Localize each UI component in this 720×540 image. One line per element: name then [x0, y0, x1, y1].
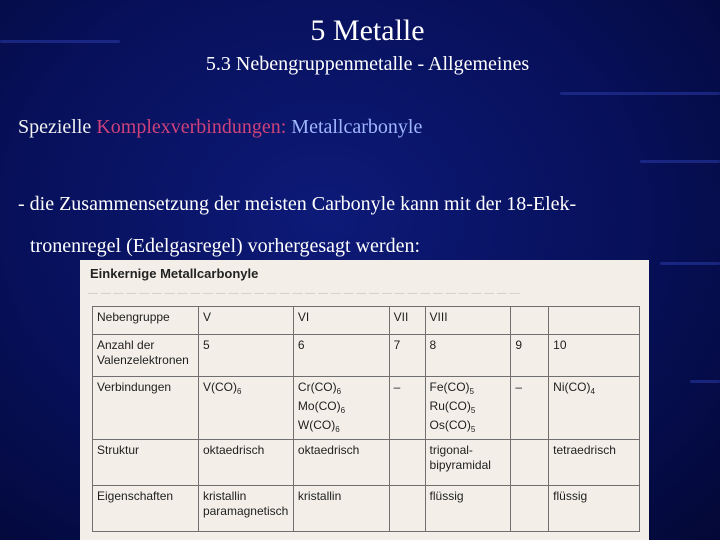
section-heading — [18, 116, 422, 139]
table-cell: trigonal- bipyramidal — [425, 440, 511, 486]
table-row — [93, 377, 640, 440]
table-cell — [511, 307, 549, 335]
table-row — [93, 335, 640, 377]
table-cell: VI — [293, 307, 389, 335]
row-label: Anzahl der Valenzelektronen — [93, 335, 199, 377]
slide-title: 5 Metalle — [310, 14, 425, 47]
table-cell: tetraedrisch — [549, 440, 640, 486]
row-label: Struktur — [93, 440, 199, 486]
table-cell: 5 — [198, 335, 293, 377]
carbonyl-table — [92, 306, 640, 532]
table-cell: – — [511, 377, 549, 440]
table-cell — [389, 486, 425, 532]
table-row — [93, 486, 640, 532]
table-cell: – — [389, 377, 425, 440]
table-cell: VII — [389, 307, 425, 335]
scanned-table-figure — [80, 260, 649, 540]
table-cell: 6 — [293, 335, 389, 377]
slide-subtitle: 5.3 Nebengruppenmetalle - Allgemeines — [205, 53, 530, 75]
table-cell: 10 — [549, 335, 640, 377]
table-cell — [511, 486, 549, 532]
table-cell: $Cr(CO)_6$ $Mo(CO)_6$ $W(CO)_6$ — [293, 377, 389, 440]
table-cell: flüssig — [549, 486, 640, 532]
table-row — [93, 307, 640, 335]
background-streak — [560, 92, 720, 95]
table-cell: oktaedrisch — [293, 440, 389, 486]
bleed-through-text: — — — — — — — — — — — — — — — — — — — — — — — — — — — — — — — — — — — [88, 288, 520, 299]
body-line-2: tronenregel (Edelgasregel) vorhergesagt werden: — [30, 235, 421, 257]
heading-part-1: Spezielle — [18, 116, 92, 138]
table-cell: 7 — [389, 335, 425, 377]
table-cell: V — [198, 307, 293, 335]
table-row — [93, 440, 640, 486]
background-streak — [640, 160, 720, 163]
table-cell — [511, 440, 549, 486]
table-cell — [389, 440, 425, 486]
table-cell: 8 — [425, 335, 511, 377]
body-text — [18, 183, 708, 267]
table-cell: oktaedrisch — [198, 440, 293, 486]
heading-part-3: Metallcarbonyle — [291, 116, 423, 138]
table-cell: kristallin paramagnetisch — [198, 486, 293, 532]
row-label: Nebengruppe — [93, 307, 199, 335]
row-label: Eigenschaften — [93, 486, 199, 532]
table-cell: $Fe(CO)_5$ $Ru(CO)_5$ $Os(CO)_5$ — [425, 377, 511, 440]
heading-part-2: Komplexverbindungen: — [96, 116, 287, 138]
table-cell: flüssig — [425, 486, 511, 532]
background-streak — [690, 380, 720, 383]
table-cell — [549, 307, 640, 335]
table-cell: VIII — [425, 307, 511, 335]
table-cell: 9 — [511, 335, 549, 377]
table-cell: kristallin — [293, 486, 389, 532]
table-cell: $Ni(CO)_4$ — [549, 377, 640, 440]
table-cell: $V(CO)_6$ — [198, 377, 293, 440]
row-label: Verbindungen — [93, 377, 199, 440]
body-line-1: - die Zusammensetzung der meisten Carbonyle kann mit der 18-Elek- — [18, 193, 577, 215]
figure-title: Einkernige Metallcarbonyle — [90, 266, 259, 281]
